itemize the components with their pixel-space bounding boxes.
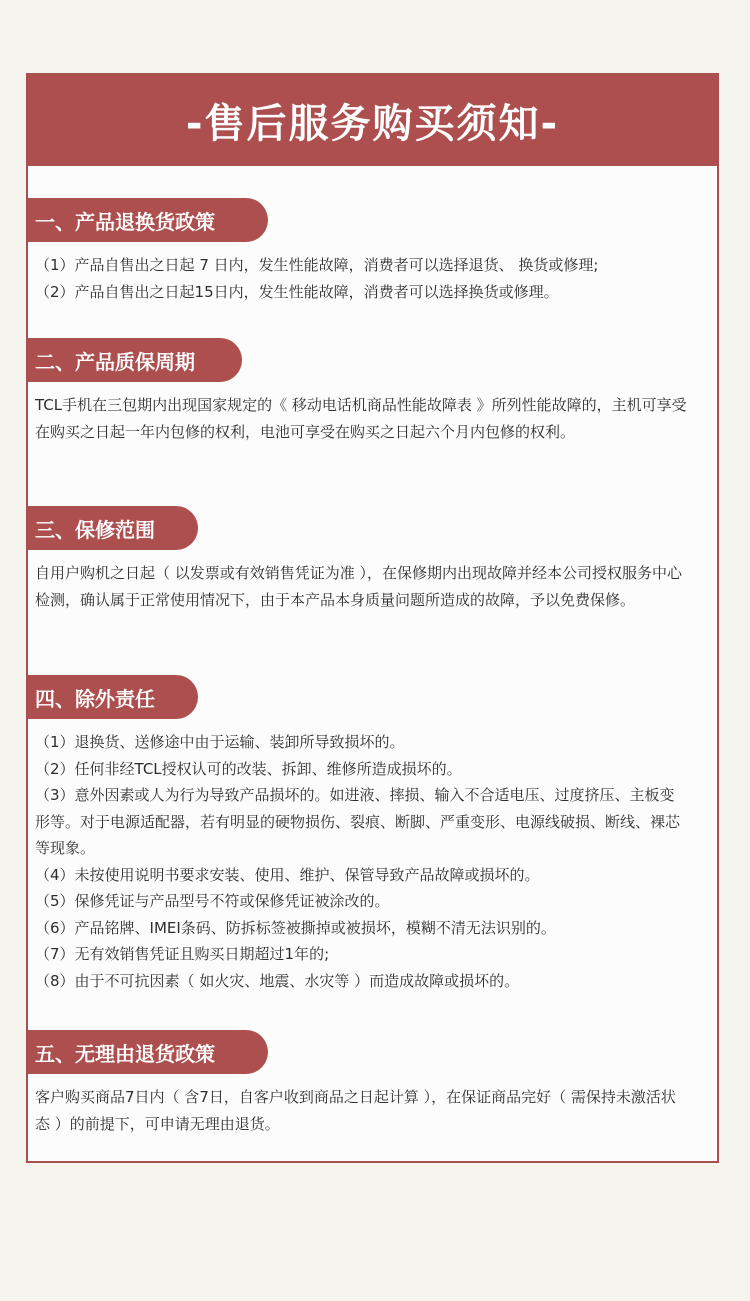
body-line: （1）产品自售出之日起 7 日内，发生性能故障，消费者可以选择退货、 换货或修理;: [35, 256, 599, 274]
section-body: [35, 1084, 687, 1137]
body-line: （1）退换货、送修途中由于运输、装卸所导致损坏的。: [35, 733, 405, 751]
section-body: [35, 729, 687, 994]
policy-card: [26, 73, 719, 1163]
section-body: [35, 252, 687, 305]
section-body: [35, 560, 687, 613]
body-line: 客户购买商品7日内（ 含7日，自客户收到商品之日起计算 ），在保证商品完好（ 需保持未激活状态 ）的前提下，可申请无理由退货。: [35, 1088, 676, 1133]
body-line: （8）由于不可抗因素（ 如火灾、地震、水灾等 ）而造成故障或损坏的。: [35, 971, 520, 990]
body-line: （3）意外因素或人为行为导致产品损坏的。如进液、摔损、输入不合适电压、过度挤压、主板变形等。对于电源适配器，若有明显的硬物损伤、裂痕、断脚、严重变形、电源线破损、断线、裸芯等现象。: [35, 786, 681, 857]
section-heading: 五、无理由退货政策: [28, 1030, 268, 1074]
body-line: （7）无有效销售凭证且购买日期超过1年的;: [35, 945, 330, 963]
section-body: [35, 392, 687, 445]
body-line: TCL手机在三包期内出现国家规定的《 移动电话机商品性能故障表 》所列性能故障的，主机可享受在购买之日起一年内包修的权利，电池可享受在购买之日起六个月内包修的权利。: [35, 396, 687, 441]
body-line: （4）未按使用说明书要求安装、使用、维护、保管导致产品故障或损坏的。: [35, 865, 540, 884]
section-heading: 一、产品退换货政策: [28, 198, 268, 242]
section-heading: 四、除外责任: [28, 675, 198, 719]
section-heading: 三、保修范围: [28, 506, 198, 550]
page-title: -售后服务购买须知-: [28, 75, 717, 166]
body-line: 自用户购机之日起（ 以发票或有效销售凭证为准 ），在保修期内出现故障并经本公司授权服务中心检测，确认属于正常使用情况下，由于本产品本身质量问题所造成的故障，予以免费保修。: [35, 564, 683, 609]
body-line: （6）产品铭牌、IMEI条码、防拆标签被撕掉或被损坏，模糊不清无法识别的。: [35, 918, 556, 937]
body-line: （5）保修凭证与产品型号不符或保修凭证被涂改的。: [35, 892, 390, 910]
body-line: （2）任何非经TCL授权认可的改装、拆卸、维修所造成损坏的。: [35, 759, 462, 778]
section-heading: 二、产品质保周期: [28, 338, 242, 382]
body-line: （2）产品自售出之日起15日内，发生性能故障，消费者可以选择换货或修理。: [35, 282, 559, 301]
